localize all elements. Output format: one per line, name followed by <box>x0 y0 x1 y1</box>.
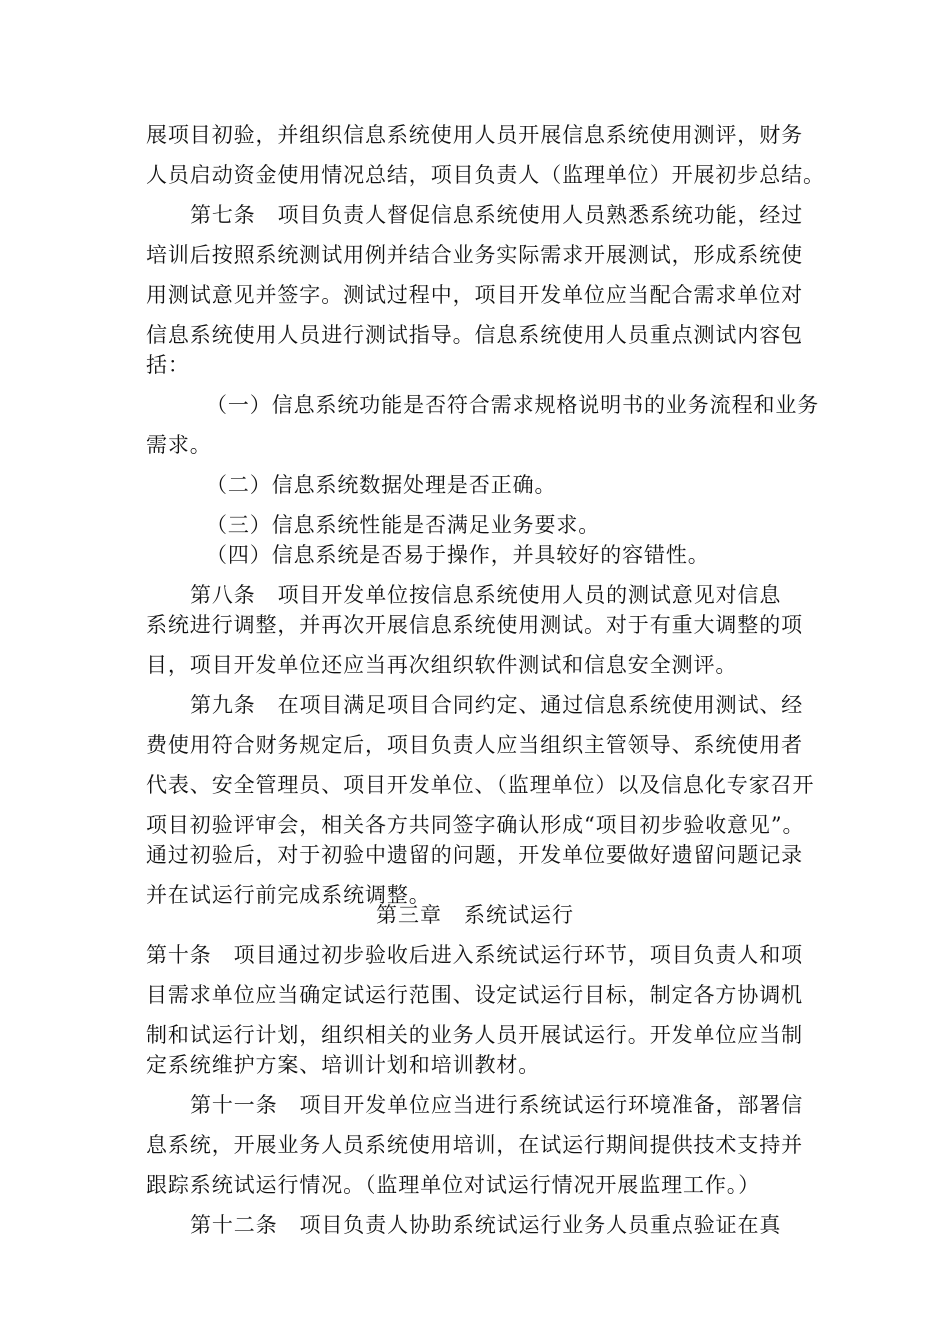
text-line: 信息系统使用人员进行测试指导。信息系统使用人员重点测试内容包 <box>146 323 803 347</box>
text-line: 用测试意见并签字。测试过程中，项目开发单位应当配合需求单位对 <box>146 283 803 307</box>
text-line: 并在试运行前完成系统调整。 <box>146 883 431 907</box>
text-line: 系统进行调整，并再次开展信息系统使用测试。对于有重大调整的项 <box>146 613 803 637</box>
text-line: 目，项目开发单位还应当再次组织软件测试和信息安全测评。 <box>146 653 738 677</box>
text-line: 需求。 <box>146 433 212 457</box>
chapter-heading: 第三章 系统试运行 <box>376 903 574 927</box>
article-10-heading-line: 第十条 项目通过初步验收后进入系统试运行环节，项目负责人和项 <box>146 943 803 967</box>
text-line: 制和试运行计划，组织相关的业务人员开展试运行。开发单位应当制 <box>146 1023 803 1047</box>
article-9-heading-line: 第九条 在项目满足项目合同约定、通过信息系统使用测试、经 <box>190 693 804 717</box>
text-line: 息系统，开展业务人员系统使用培训，在试运行期间提供技术支持并 <box>146 1133 803 1157</box>
list-item-1: （一）信息系统功能是否符合需求规格说明书的业务流程和业务 <box>206 393 820 417</box>
text-line: 目需求单位应当确定试运行范围、设定试运行目标，制定各方协调机 <box>146 983 803 1007</box>
article-11-heading-line: 第十一条 项目开发单位应当进行系统试运行环境准备，部署信 <box>190 1093 804 1117</box>
text-line: 通过初验后，对于初验中遗留的问题，开发单位要做好遗留问题记录 <box>146 843 803 867</box>
text-line: 人员启动资金使用情况总结，项目负责人（监理单位）开展初步总结。 <box>146 163 825 187</box>
text-line: 费使用符合财务规定后，项目负责人应当组织主管领导、系统使用者 <box>146 733 803 757</box>
text-line: 项目初验评审会，相关各方共同签字确认形成“项目初步验收意见”。 <box>146 813 805 837</box>
list-item-4: （四）信息系统是否易于操作，并具较好的容错性。 <box>206 543 710 567</box>
text-line: 跟踪系统试运行情况。（监理单位对试运行情况开展监理工作。） <box>146 1173 761 1197</box>
list-item-2: （二）信息系统数据处理是否正确。 <box>206 473 557 497</box>
text-line: 括： <box>146 353 190 377</box>
text-line: 定系统维护方案、培训计划和培训教材。 <box>146 1053 541 1077</box>
text-line: 培训后按照系统测试用例并结合业务实际需求开展测试，形成系统使 <box>146 243 803 267</box>
text-line: 展项目初验，并组织信息系统使用人员开展信息系统使用测评，财务 <box>146 123 803 147</box>
article-8-heading-line: 第八条 项目开发单位按信息系统使用人员的测试意见对信息 <box>190 583 782 607</box>
list-item-3: （三）信息系统性能是否满足业务要求。 <box>206 513 601 537</box>
article-12-heading-line: 第十二条 项目负责人协助系统试运行业务人员重点验证在真 <box>190 1213 782 1237</box>
article-7-heading-line: 第七条 项目负责人督促信息系统使用人员熟悉系统功能，经过 <box>190 203 804 227</box>
text-line: 代表、安全管理员、项目开发单位、（监理单位）以及信息化专家召开 <box>146 773 815 797</box>
